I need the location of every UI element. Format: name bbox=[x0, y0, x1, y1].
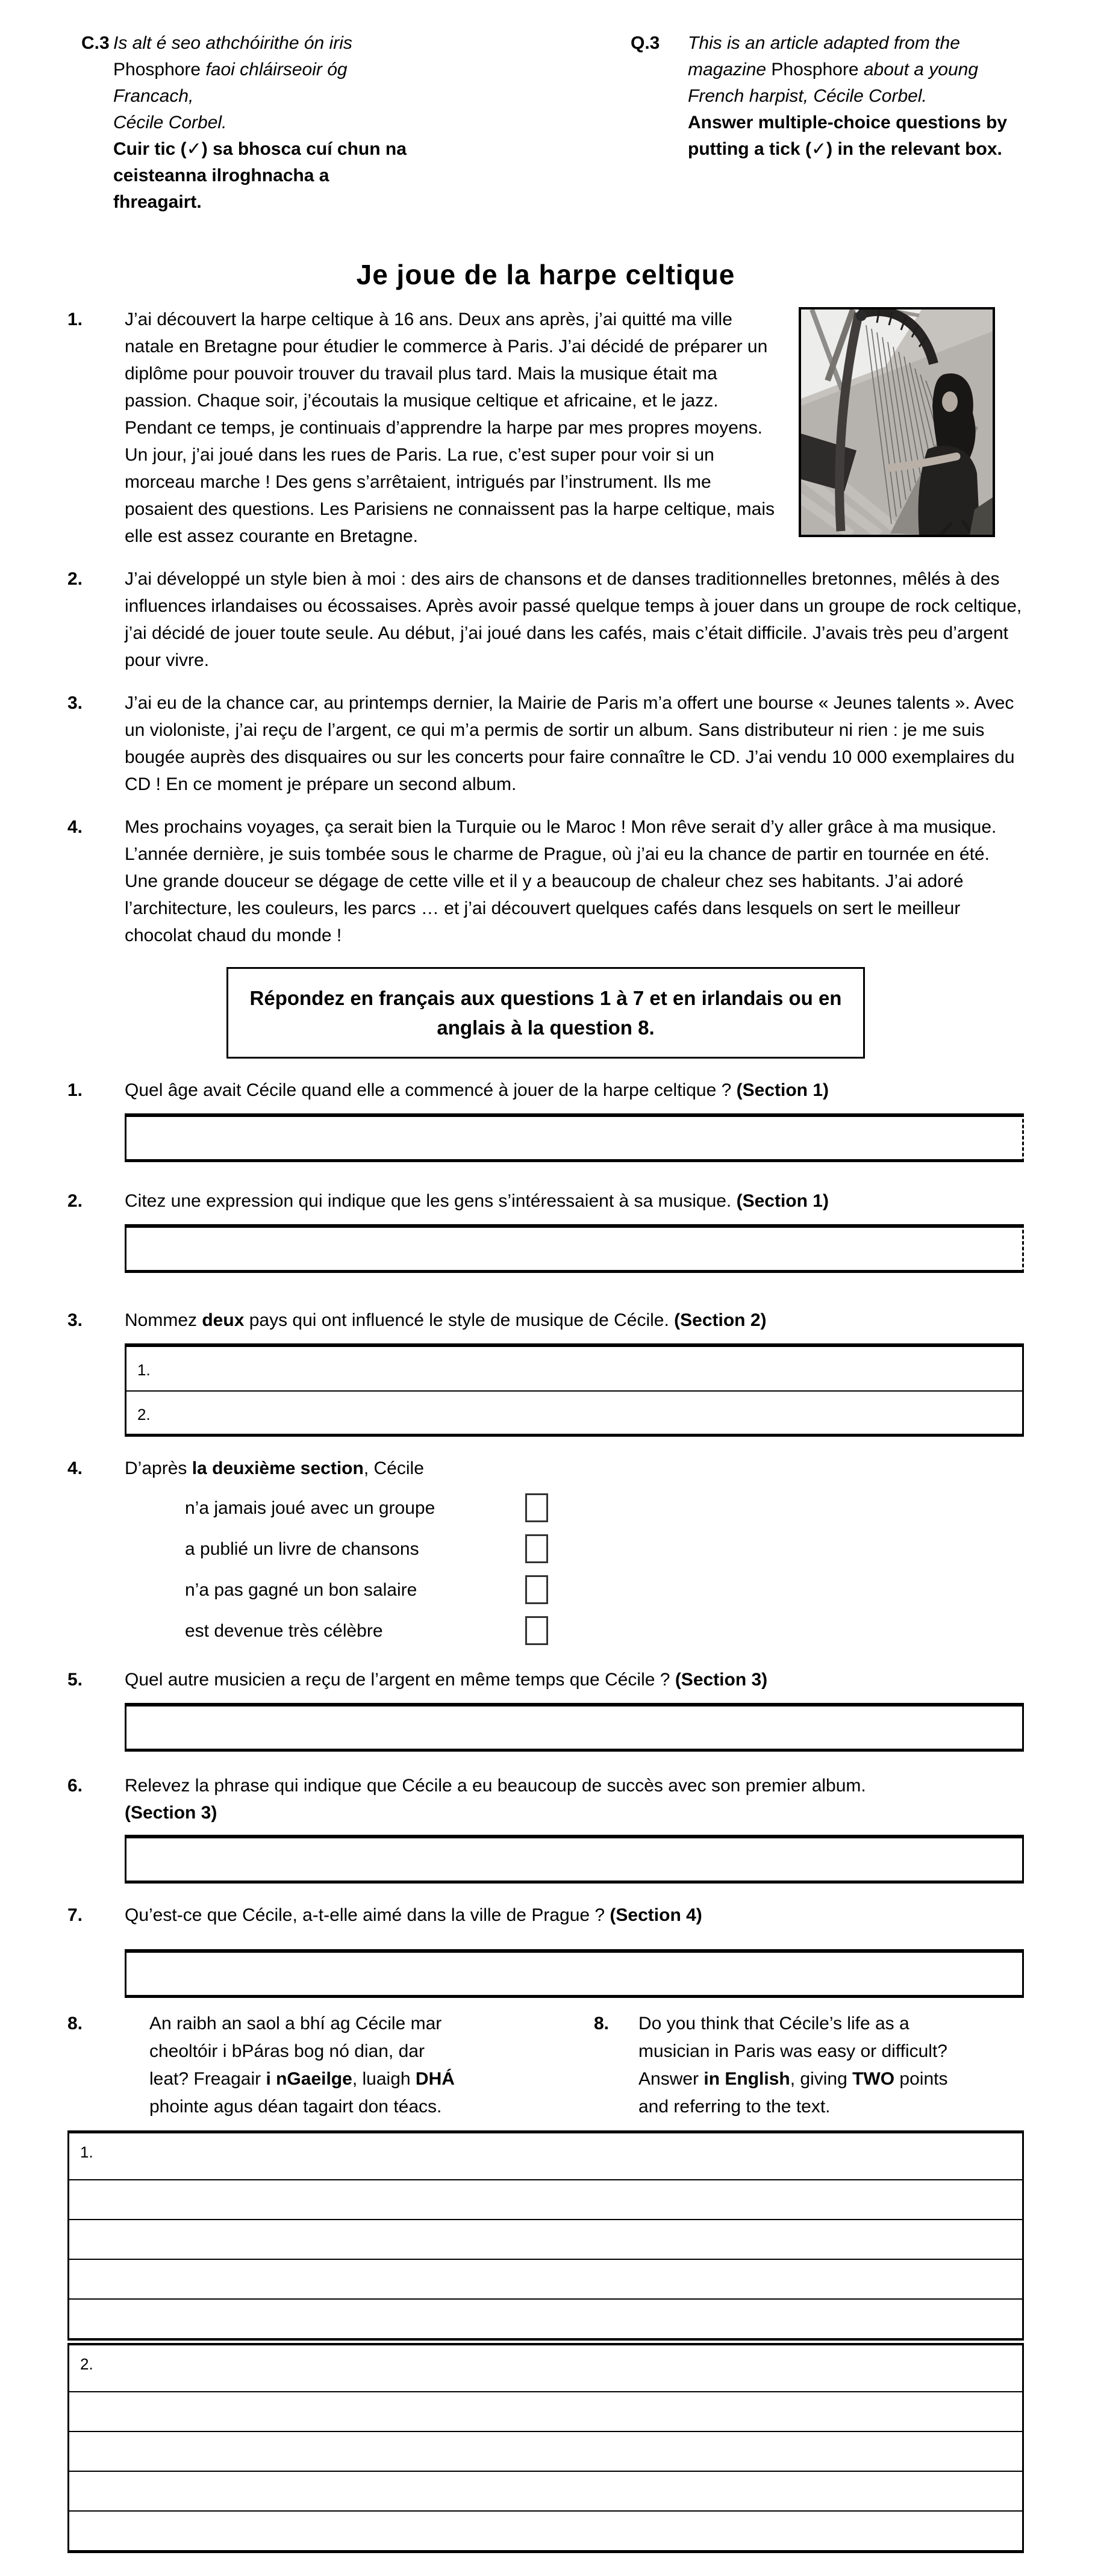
question-number: 6. bbox=[67, 1776, 83, 1796]
question-number: 3. bbox=[67, 1310, 83, 1330]
question-8 bbox=[67, 2010, 1024, 2121]
q4-option-3 bbox=[185, 1575, 1024, 1605]
article-title: Je joue de la harpe celtique bbox=[356, 259, 735, 290]
answer-language-instruction-box: Répondez en français aux questions 1 à 7 et en irlandais ou en anglais à la question 8. bbox=[226, 967, 865, 1059]
q3-answer-row-1[interactable] bbox=[126, 1347, 1022, 1390]
q3-answer-row-2[interactable] bbox=[126, 1390, 1022, 1434]
header-column-gap bbox=[417, 30, 631, 216]
question-text: D’après la deuxième section, Cécile bbox=[125, 1458, 424, 1478]
q4-option-4 bbox=[185, 1616, 1024, 1646]
paragraph-number: 1. bbox=[67, 310, 83, 329]
row-label: 2. bbox=[80, 2355, 93, 2373]
q6-answer-box[interactable] bbox=[125, 1835, 1024, 1884]
question-5 bbox=[67, 1666, 1024, 1752]
q8-answer2-row[interactable] bbox=[69, 2345, 1022, 2391]
q8-answer-table-1 bbox=[67, 2130, 1024, 2341]
q8-answer1-row[interactable] bbox=[69, 2179, 1022, 2219]
paragraph-text: J’ai découvert la harpe celtique à 16 ans. Deux ans après, j’ai quitté ma ville natale en Bretagne pour étudier le commerce à Paris. J’ai décidé de préparer un diplôme pour pouvoir trouver du travail plus tard. Mais la musique était ma passion. Chaque soir, j’écoutais la musique celtique et africaine, et le jazz. Pendant ce temps, je continuais d’apprendre la harpe par mes propres moyens. Un jour, j’ai joué dans les rues de Paris. La rue, c’est super pour voir si un morceau marche ! Des gens s’arrêtaient, intrigués par l’instrument. Ils me posaient des questions. Les Parisiens ne connaissent pas la harpe celtique, mais elle est assez courante en Bretagne. bbox=[125, 310, 775, 546]
q3-answer-table bbox=[125, 1343, 1024, 1437]
question-text-english: Do you think that Cécile’s life as a musician in Paris was easy or difficult? Answer in English, giving TWO points and referring to the text. bbox=[638, 2014, 948, 2117]
q8-answer2-row[interactable] bbox=[69, 2391, 1022, 2431]
instruction-line: Cécile Corbel. bbox=[113, 113, 227, 132]
instruction-line: Phosphore faoi chláirseoir óg Francach, bbox=[113, 60, 348, 106]
q4-checkbox-3[interactable] bbox=[525, 1575, 548, 1604]
row-label: 1. bbox=[137, 1361, 151, 1379]
instruction-line: magazine Phosphore about a young bbox=[688, 60, 979, 79]
q4-checkbox-1[interactable] bbox=[525, 1493, 548, 1522]
q4-option-2 bbox=[185, 1534, 1024, 1564]
q8-column-gap bbox=[469, 2010, 594, 2121]
q8-answer1-row[interactable] bbox=[69, 2298, 1022, 2338]
paragraph-number: 4. bbox=[67, 817, 83, 837]
question-text: Relevez la phrase qui indique que Cécile a eu beaucoup de succès avec son premier album. bbox=[125, 1776, 866, 1796]
article-paragraph-2 bbox=[67, 565, 1024, 674]
paragraph-number: 3. bbox=[67, 693, 83, 713]
q8-answer2-row[interactable] bbox=[69, 2431, 1022, 2471]
instruction-line: Cuir tic (✓) sa bhosca cuí chun na bbox=[113, 139, 407, 159]
instruction-line: French harpist, Cécile Corbel. bbox=[688, 86, 927, 106]
article-paragraph-1 bbox=[67, 306, 1024, 550]
question-text: Quel autre musicien a reçu de l’argent en même temps que Cécile ? (Section 3) bbox=[125, 1670, 768, 1690]
question-number: 5. bbox=[67, 1670, 83, 1690]
q5-answer-box[interactable] bbox=[125, 1703, 1024, 1752]
question-number: 4. bbox=[67, 1458, 83, 1478]
question-3 bbox=[67, 1307, 1024, 1437]
paragraph-text: J’ai eu de la chance car, au printemps dernier, la Mairie de Paris m’a offert une bourse « Jeunes talents ». Avec un violoniste, j’ai reçu de l’argent, ce qui m’a permis de sortir un album. Sans distributeur ni rien : je me suis bougée auprès des disquaires ou sur les concerts pour faire connaître le CD. J’ai vendu 10 000 exemplaires du CD ! En ce moment je prépare un second album. bbox=[125, 693, 1015, 794]
q8-answer2-row[interactable] bbox=[69, 2471, 1022, 2510]
harpist-photo bbox=[799, 307, 995, 537]
q4-checkbox-2[interactable] bbox=[525, 1534, 548, 1563]
question-6 bbox=[67, 1772, 1024, 1884]
instruction-line: ceisteanna ilroghnacha a fhreagairt. bbox=[113, 166, 329, 212]
paragraph-text: J’ai développé un style bien à moi : des airs de chansons et de danses traditionnelles bretonnes, mêlés à des influences irlandaises ou écossaises. Après avoir passé quelque temps à jouer dans un groupe de rock celtique, j’ai décidé de jouer toute seule. Au début, j’ai joué dans les cafés, mais c’était difficile. J’avais très peu d’argent pour vivre. bbox=[125, 569, 1022, 670]
option-label: n’a pas gagné un bon salaire bbox=[185, 1579, 417, 1600]
irish-instructions bbox=[113, 30, 417, 216]
bilingual-instructions-header bbox=[81, 30, 1024, 216]
question-number-english: 8. bbox=[594, 2014, 610, 2033]
instruction-line: putting a tick (✓) in the relevant box. bbox=[688, 139, 1002, 159]
q4-option-1 bbox=[185, 1493, 1024, 1523]
option-label: a publié un livre de chansons bbox=[185, 1538, 419, 1559]
question-number: 2. bbox=[67, 1191, 83, 1211]
row-label: 2. bbox=[137, 1405, 151, 1423]
question-number: 7. bbox=[67, 1905, 83, 1925]
question-text: Quel âge avait Cécile quand elle a commencé à jouer de la harpe celtique ? (Section 1) bbox=[125, 1080, 829, 1100]
q8-answer1-row[interactable] bbox=[69, 2133, 1022, 2179]
article-paragraph-3 bbox=[67, 689, 1024, 798]
paragraph-number: 2. bbox=[67, 569, 83, 589]
english-question-label: Q.3 bbox=[631, 33, 660, 53]
english-instructions bbox=[688, 30, 1041, 216]
q1-answer-box[interactable] bbox=[125, 1113, 1024, 1162]
q8-answer2-row[interactable] bbox=[69, 2510, 1022, 2550]
instruction-line: Answer multiple-choice questions by bbox=[688, 113, 1008, 132]
q8-answer1-row[interactable] bbox=[69, 2219, 1022, 2259]
q2-answer-box[interactable] bbox=[125, 1224, 1024, 1273]
question-2 bbox=[67, 1187, 1024, 1273]
question-text-irish: An raibh an saol a bhí ag Cécile mar cheoltóir i bPáras bog nó dian, dar leat? Freagair i nGaeilge, luaigh DHÁ phointe agus déan tagairt don téacs. bbox=[149, 2014, 455, 2117]
q8-answer-table-2 bbox=[67, 2343, 1024, 2553]
row-label: 1. bbox=[80, 2143, 93, 2161]
option-label: est devenue très célèbre bbox=[185, 1620, 383, 1641]
article-paragraph-4 bbox=[67, 814, 1024, 949]
paragraph-text: Mes prochains voyages, ça serait bien la Turquie ou le Maroc ! Mon rêve serait d’y aller grâce à ma musique. L’année dernière, je suis tombée sous le charme de Prague, où j’ai eu la chance de partir en tournée en été. Une grande douceur se dégage de cette ville et il y a beaucoup de chaleur chez ses habitants. J’ai adoré l’architecture, les couleurs, les parcs … et j’ai découvert quelques cafés dans lesquels on sert le meilleur chocolat chaud du monde ! bbox=[125, 817, 997, 945]
question-text: Qu’est-ce que Cécile, a-t-elle aimé dans la ville de Prague ? (Section 4) bbox=[125, 1905, 702, 1925]
question-number: 1. bbox=[67, 1080, 83, 1100]
q7-answer-box[interactable] bbox=[125, 1949, 1024, 1998]
question-7 bbox=[67, 1902, 1024, 1998]
question-number-irish: 8. bbox=[67, 2014, 83, 2033]
q8-answer1-row[interactable] bbox=[69, 2259, 1022, 2298]
q4-checkbox-4[interactable] bbox=[525, 1616, 548, 1645]
instruction-line: This is an article adapted from the bbox=[688, 33, 960, 53]
question-1 bbox=[67, 1077, 1024, 1162]
question-section-ref: (Section 3) bbox=[125, 1803, 217, 1823]
question-text: Citez une expression qui indique que les gens s’intéressaient à sa musique. (Section 1) bbox=[125, 1191, 829, 1211]
question-4 bbox=[67, 1455, 1024, 1646]
option-label: n’a jamais joué avec un groupe bbox=[185, 1498, 435, 1518]
harpist-photo-art bbox=[801, 310, 993, 535]
instruction-line: Is alt é seo athchóirithe ón iris bbox=[113, 33, 352, 53]
irish-question-label: C.3 bbox=[81, 33, 110, 53]
question-text: Nommez deux pays qui ont influencé le style de musique de Cécile. (Section 2) bbox=[125, 1310, 767, 1330]
